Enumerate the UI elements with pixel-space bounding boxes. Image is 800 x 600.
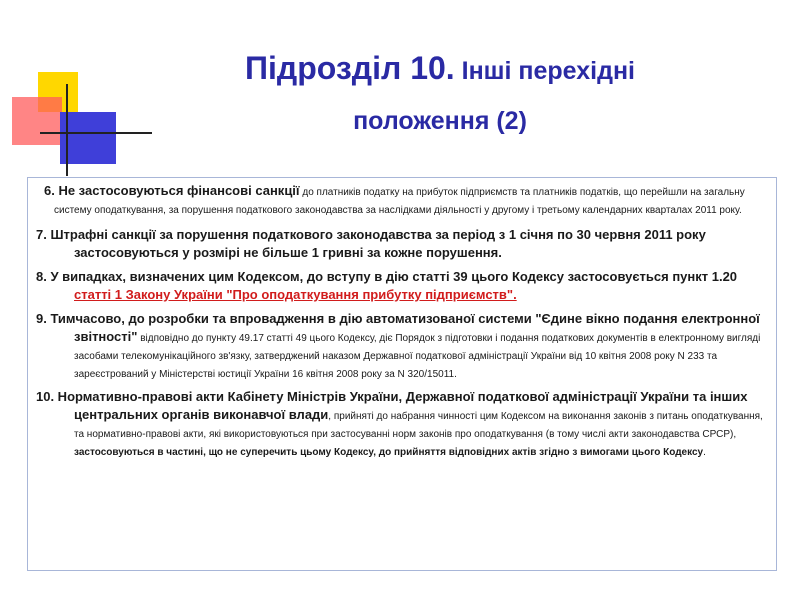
item-10-text: , прийняті до набрання чинності цим Кодексом на виконання законів з питань оподаткування, та нормативно-правові акти, які використовуються при застосуванні норм законів про оподаткування (в тому числі акти законодавства СРСР), xyxy=(74,411,763,440)
list-item-7 xyxy=(36,226,768,262)
item-6-text: до платників податку на прибуток підприємств та платників податків, що перейшли на загальну систему оподаткування, за порушення податкового законодавства за наслідками діяльності у другому і третьому календарних кварталах 2011 року. xyxy=(54,187,745,216)
title-rest-line2: положення (2) xyxy=(353,107,527,135)
item-9-bold: 9. Тимчасово, до розробки та впровадження в дію автоматизованої системи "Єдине вікно подання електронної звітності" xyxy=(36,311,760,344)
list-item-8 xyxy=(36,268,768,304)
item-8-bold: 8. У випадках, визначених цим Кодексом, до вступу в дію статті 39 цього Кодексу застосовується пункт 1.20 xyxy=(36,269,738,284)
title-main: Підрозділ 10. xyxy=(244,50,455,86)
item-9-text: відповідно до пункту 49.17 статті 49 цього Кодексу, діє Порядок з підготовки і подання податкових документів в електронному вигляді засобами телекомунікаційного зв'язку, затверджений наказом Державної податкової адміністрації України від 10 квітня 2008 року N 233 та зареєстрований у Міністерстві юстиції України 16 квітня 2008 року за N 320/15011. xyxy=(74,333,761,380)
list-item-6 xyxy=(36,182,768,218)
item-7-bold: 7. Штрафні санкції за порушення податкового законодавства за період з 1 січня по 30 червня 2011 року застосовуються у розмірі не більше 1 гривні за кожне порушення. xyxy=(36,227,706,260)
item-10-bold-tail: застосовуються в частині, що не суперечить цьому Кодексу, до прийняття відповідних актів згідно з вимогами цього Кодексу xyxy=(74,447,704,458)
decor-vertical-line xyxy=(66,84,68,176)
item-8-link[interactable]: статті 1 Закону України "Про оподаткування прибутку підприємств". xyxy=(74,287,517,302)
slide-title xyxy=(120,45,760,148)
item-6-bold: 6. Не застосовуються фінансові санкції xyxy=(44,183,300,198)
item-10-end: . xyxy=(703,447,706,458)
content-box xyxy=(27,177,777,571)
title-rest-line1: Інші перехідні xyxy=(454,57,636,85)
list-item-9 xyxy=(36,310,768,382)
list-item-10 xyxy=(36,388,768,460)
decor-red-square xyxy=(12,97,62,145)
item-10-bold: 10. Нормативно-правові акти Кабінету Міністрів України, Державної податкової адміністрації України та інших центральних органів виконавчої влади xyxy=(36,389,748,422)
decor-blue-square xyxy=(60,112,116,164)
